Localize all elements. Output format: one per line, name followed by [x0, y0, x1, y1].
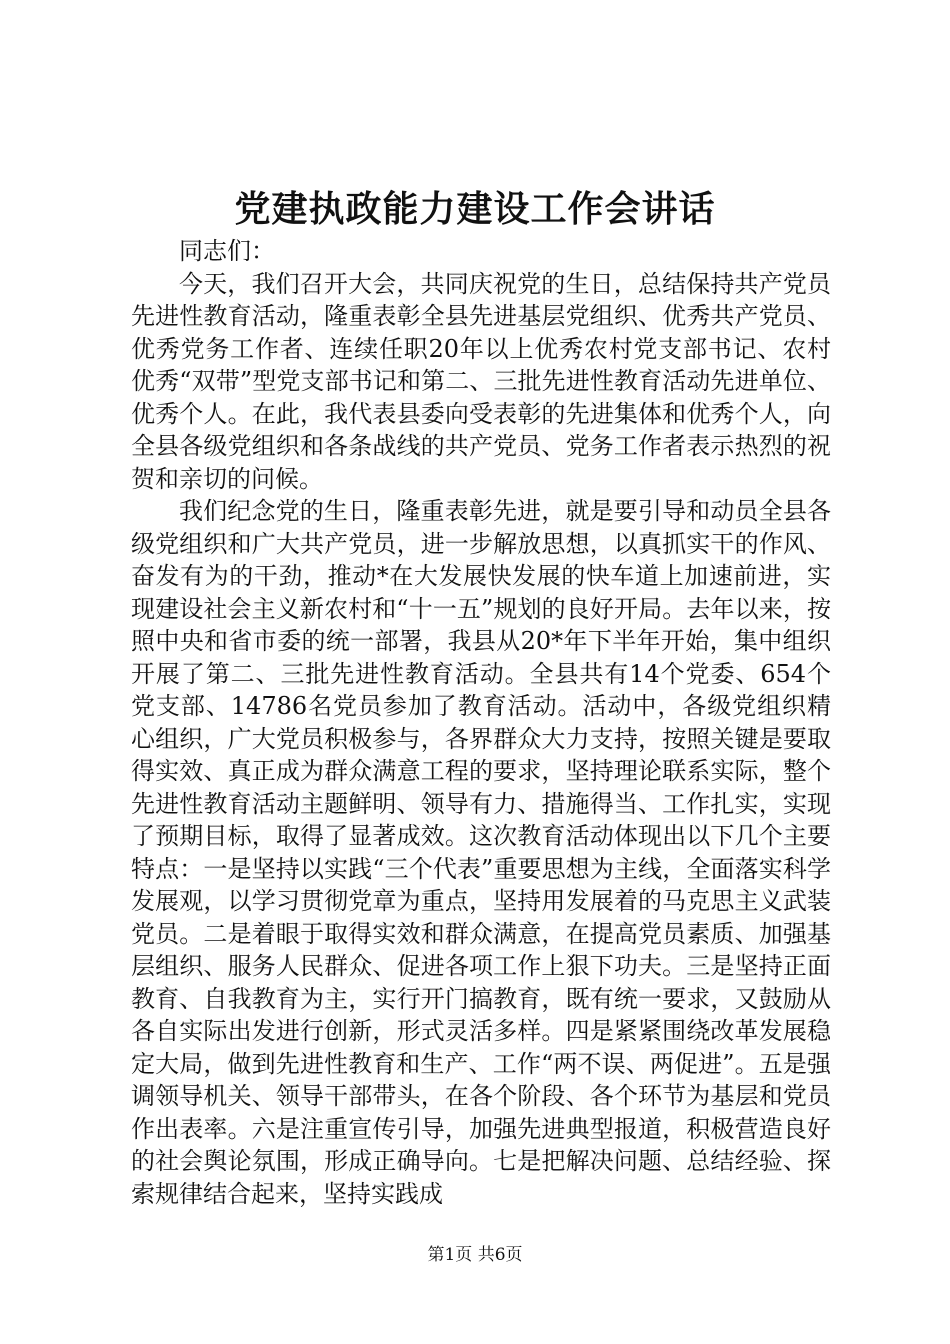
salutation: 同志们： — [179, 237, 275, 265]
page-number-footer: 第1页 共6页 — [427, 1245, 523, 1265]
paragraph-1: 今天，我们召开大会，共同庆祝党的生日，总结保持共产党员先进性教育活动，隆重表彰全县先进基层党组织、优秀共产党员、优秀党务工作者、连续任职20年以上优秀农村党支部书记、农村优秀“双带”型党支部书记和第二、三批先进性教育活动先进单位、优秀个人。在此，我代表县委向受表彰的先进集体和优秀个人，向全县各级党组织和各条战线的共产党员、党务工作者表示热烈的祝贺和亲切的问候。 — [131, 269, 831, 493]
paragraph-2: 我们纪念党的生日，隆重表彰先进，就是要引导和动员全县各级党组织和广大共产党员，进一步解放思想，以真抓实干的作风、奋发有为的干劲，推动*在大发展快发展的快车道上加速前进，实现建设社会主义新农村和“十一五”规划的良好开局。去年以来，按照中央和省市委的统一部署，我县从20*年下半年开始，集中组织开展了第二、三批先进性教育活动。全县共有14个党委、654个党支部、14786名党员参加了教育活动。活动中，各级党组织精心组织，广大党员积极参与，各界群众大力支持，按照关键是要取得实效、真正成为群众满意工程的要求，坚持理论联系实际，整个先进性教育活动主题鲜明、领导有力、措施得当、工作扎实，实现了预期目标，取得了显著成效。这次教育活动体现出以下几个主要特点：一是坚持以实践“三个代表”重要思想为主线，全面落实科学发展观，以学习贯彻党章为重点，坚持用发展着的马克思主义武装党员。二是着眼于取得实效和群众满意，在提高党员素质、加强基层组织、服务人民群众、促进各项工作上狠下功夫。三是坚持正面教育、自我教育为主，实行开门搞教育，既有统一要求，又鼓励从各自实际出发进行创新，形式灵活多样。四是紧紧围绕改革发展稳定大局，做到先进性教育和生产、工作“两不误、两促进”。五是强调领导机关、领导干部带头，在各个阶段、各个环节为基层和党员作出表率。六是注重宣传引导，加强先进典型报道，积极营造良好的社会舆论氛围，形成正确导向。七是把解决问题、总结经验、探索规律结合起来，坚持实践成 — [131, 497, 831, 1208]
document-title: 党建执政能力建设工作会讲话 — [234, 188, 716, 230]
document-body — [131, 235, 831, 1210]
